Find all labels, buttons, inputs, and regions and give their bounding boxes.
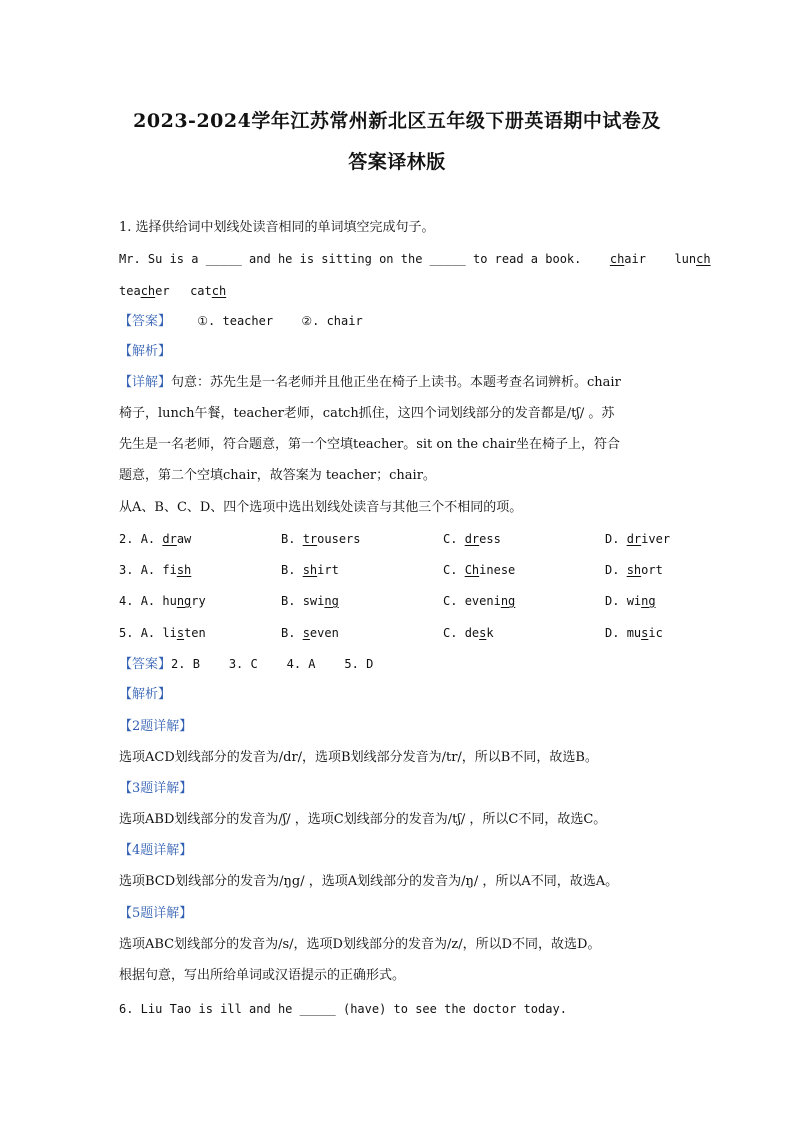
q1-sentence: Mr. Su is a _____ and he is sitting on the _____ to read a book. xyxy=(119,252,582,266)
option-4-d: D. wing xyxy=(605,594,656,608)
option-2-c: C. dress xyxy=(443,532,501,546)
q3-detail-text: 选项ABD划线部分的发音为/ʃ/ ，选项C划线部分的发音为/tʃ/ ，所以C不同，故选C。 xyxy=(119,812,607,827)
q1-detail-line3: 先生是一名老师，符合题意，第一个空填teacher。sit on the chair坐在椅子上，符合 xyxy=(119,437,620,452)
section3-instruction: 根据句意，写出所给单词或汉语提示的正确形式。 xyxy=(119,968,406,983)
option-2-d: D. driver xyxy=(605,532,671,546)
option-3-c: C. Chinese xyxy=(443,563,516,577)
q1-answer-row xyxy=(119,312,679,331)
option-3-d: D. short xyxy=(605,563,663,577)
word-teacher: teacher xyxy=(119,284,170,298)
q1-words-row xyxy=(119,282,679,300)
word-chair: chair xyxy=(609,252,646,266)
q1-detail-line2: 椅子，lunch午餐，teacher老师，catch抓住，这四个词划线部分的发音都是/tʃ/ 。苏 xyxy=(119,406,615,421)
q2-detail-text: 选项ACD划线部分的发音为/dr/，选项B划线部分发音为/tr/，所以B不同，故选B。 xyxy=(119,750,598,765)
option-5-b: B. seven xyxy=(281,626,339,640)
option-5-a: 5. A. listen xyxy=(119,626,206,640)
q1-detail-line1: 【详解】句意：苏先生是一名老师并且他正坐在椅子上读书。本题考查名词辨析。chair xyxy=(119,375,621,390)
answer-tag: 【答案】 xyxy=(119,657,172,672)
q4-detail-tag: 【4题详解】 xyxy=(119,843,193,858)
q1-stem: 1. 选择供给词中划线处读音相同的单词填空完成句子。 xyxy=(119,220,435,235)
answer-tag: 【答案】 xyxy=(119,314,172,329)
q1-answer-1: ①. teacher xyxy=(197,314,274,328)
q6-sentence: 6. Liu Tao is ill and he _____ (have) to see the doctor today. xyxy=(119,1002,567,1016)
option-3-a: 3. A. fish xyxy=(119,563,192,577)
q5-detail-tag: 【5题详解】 xyxy=(119,906,193,921)
detail-tag: 【详解】 xyxy=(119,375,172,390)
option-4-c: C. evening xyxy=(443,594,516,608)
option-5-c: C. desk xyxy=(443,626,494,640)
option-2-b: B. trousers xyxy=(281,532,361,546)
q1-detail-line4: 题意，第二个空填chair，故答案为 teacher；chair。 xyxy=(119,468,436,483)
word-lunch: lunch xyxy=(674,252,711,266)
section2-analysis-tag: 【解析】 xyxy=(119,687,172,702)
q2-detail-tag: 【2题详解】 xyxy=(119,719,193,734)
section2-answers: 2. B 3. C 4. A 5. D xyxy=(171,657,374,671)
word-catch: catch xyxy=(190,284,227,298)
option-4-a: 4. A. hungry xyxy=(119,594,206,608)
q3-detail-tag: 【3题详解】 xyxy=(119,781,193,796)
q1-analysis-tag: 【解析】 xyxy=(119,344,172,359)
page-title-line2: 答案译林版 xyxy=(348,151,446,173)
q1-answer-2: ②. chair xyxy=(301,314,363,328)
option-2-a: 2. A. draw xyxy=(119,532,192,546)
q5-detail-text: 选项ABC划线部分的发音为/s/，选项D划线部分的发音为/z/，所以D不同，故选D。 xyxy=(119,937,601,952)
section2-answer-row xyxy=(119,655,679,674)
section2-instruction: 从A、B、C、D、四个选项中选出划线处读音与其他三个不相同的项。 xyxy=(119,500,523,515)
q1-sentence-row xyxy=(119,250,711,268)
option-4-b: B. swing xyxy=(281,594,339,608)
q4-detail-text: 选项BCD划线部分的发音为/ŋg/ ，选项A划线部分的发音为/ŋ/ ，所以A不同，故选A。 xyxy=(119,874,619,889)
page-title-line1: 2023-2024学年江苏常州新北区五年级下册英语期中试卷及 xyxy=(133,110,661,132)
option-3-b: B. shirt xyxy=(281,563,339,577)
option-5-d: D. music xyxy=(605,626,663,640)
